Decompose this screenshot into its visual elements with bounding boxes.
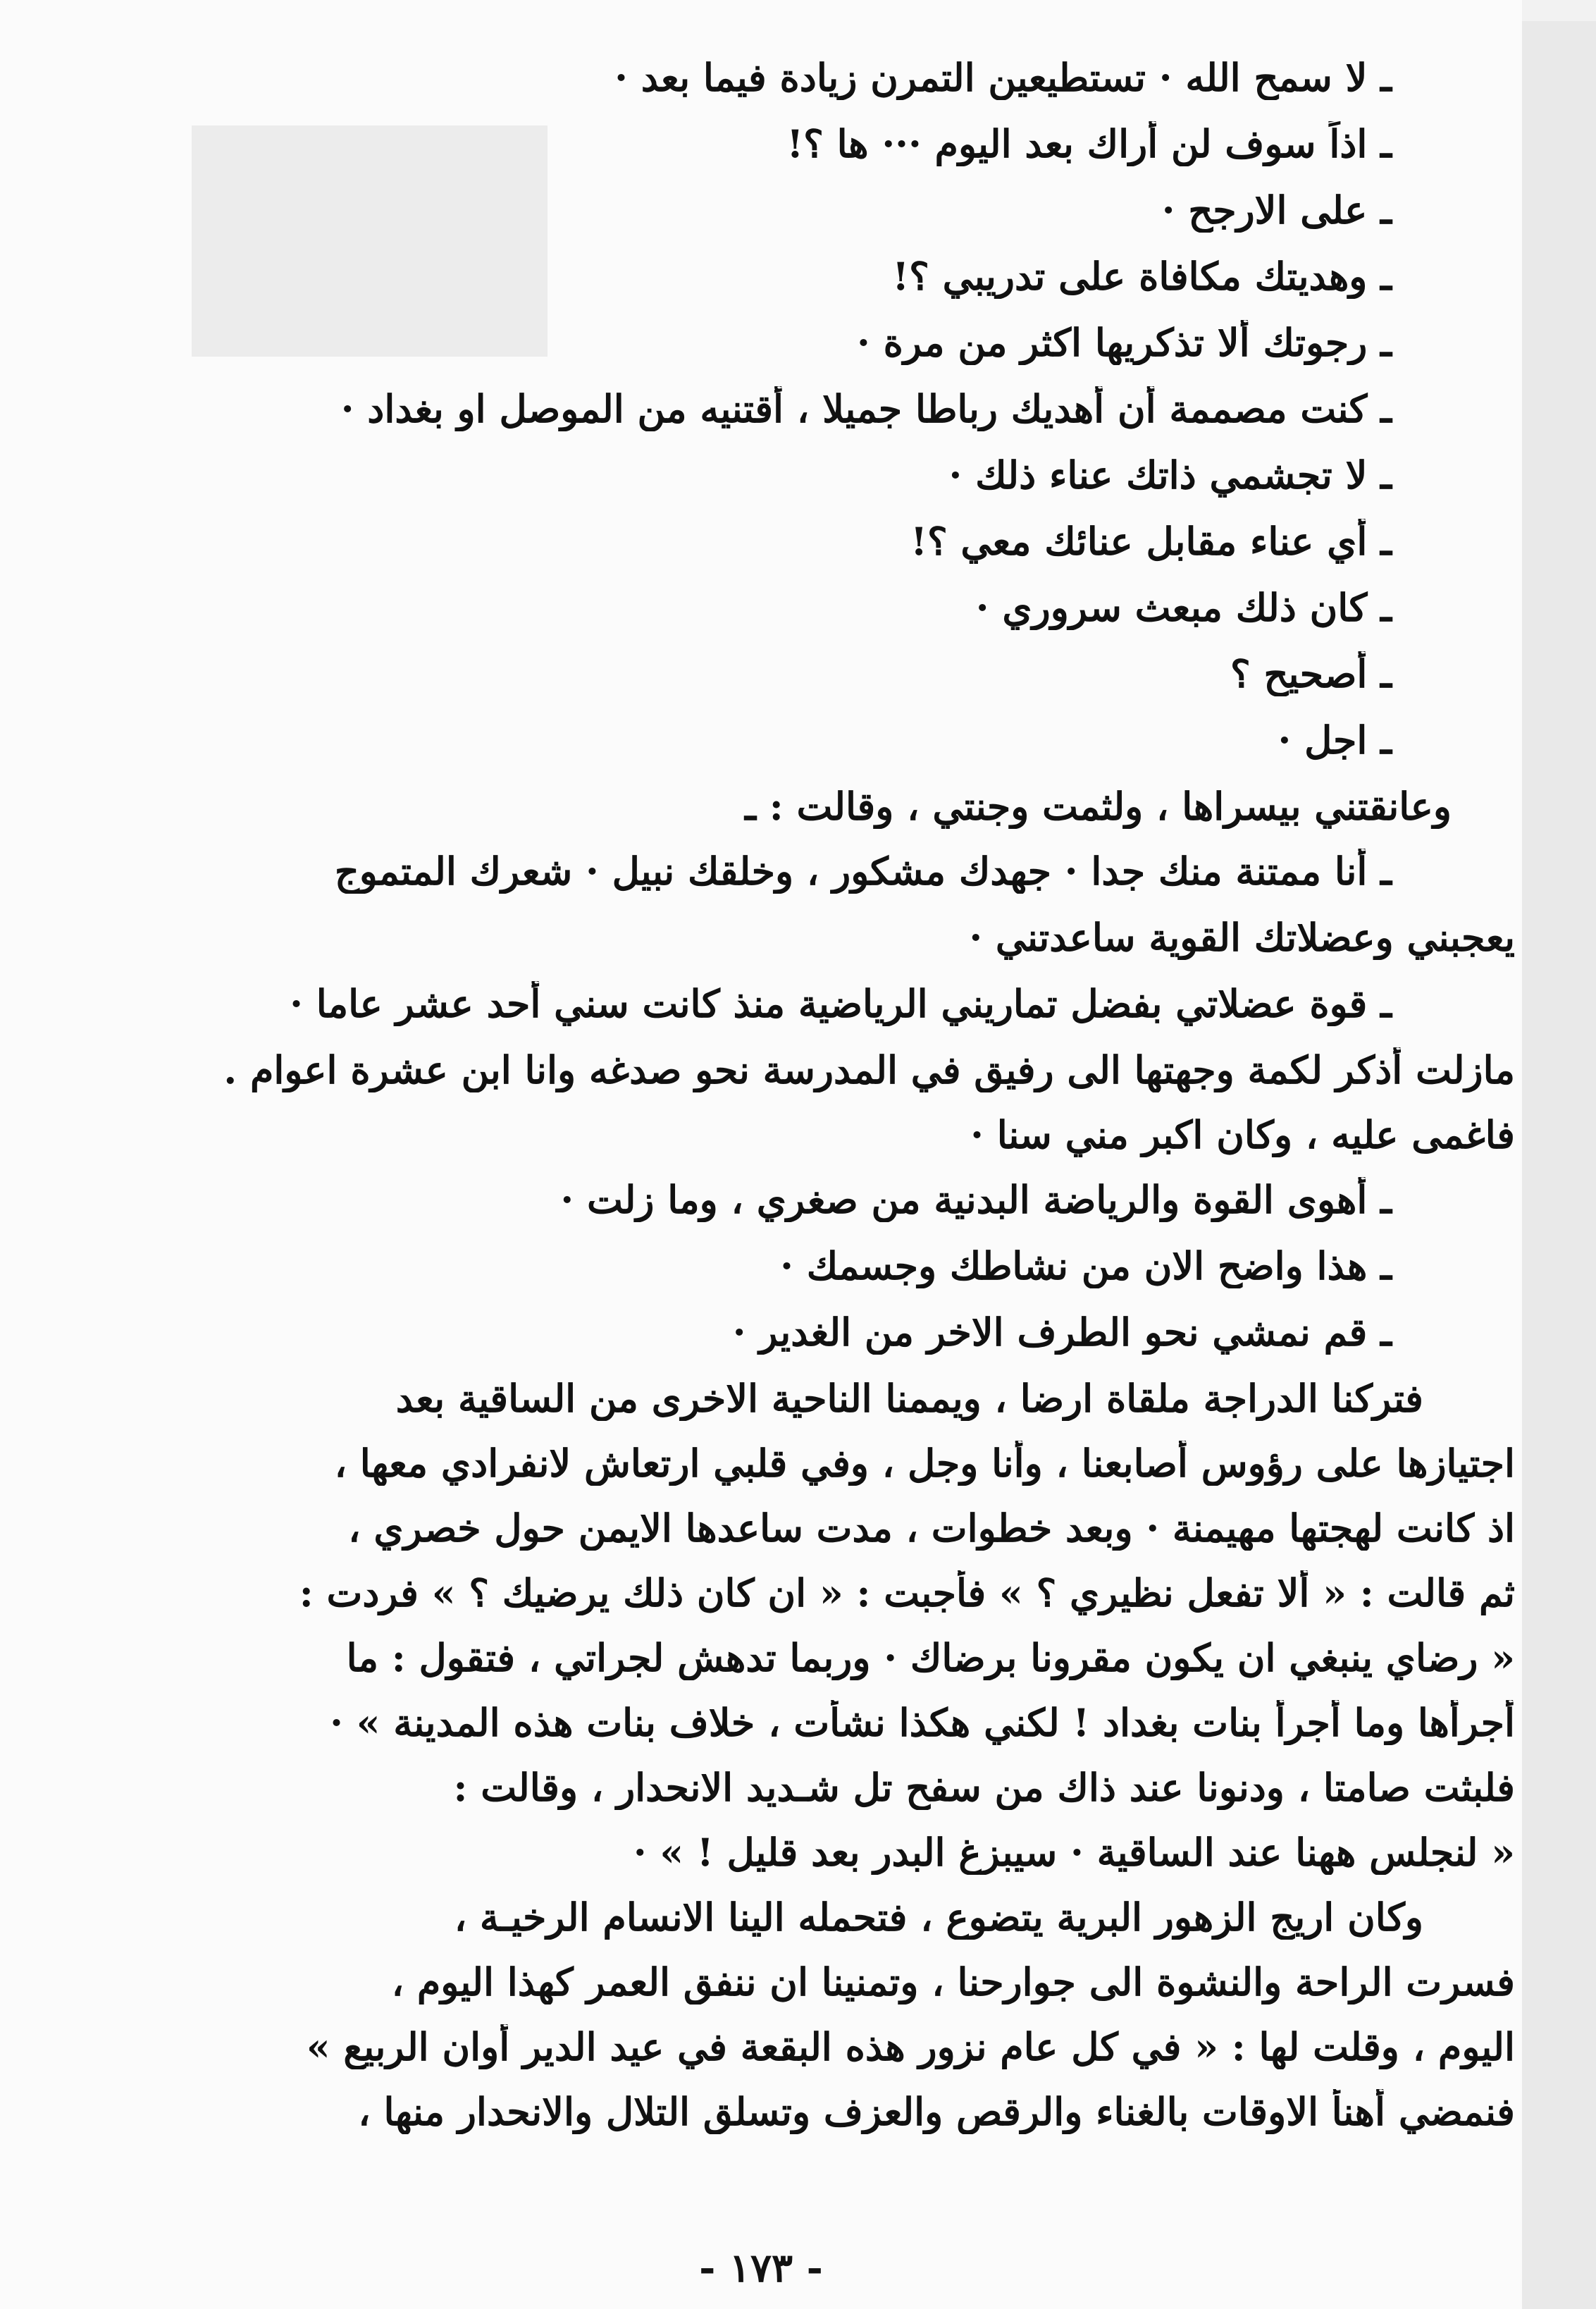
- page-edge: [1522, 21, 1596, 2309]
- text-line: ـ كنت مصممة أن أهديك رباطا جميلا ، أقتنيه من الموصل او بغداد ·: [340, 386, 1392, 431]
- text-line: ـ على الارجح ·: [1161, 187, 1392, 233]
- text-line: فنمضي أهنأ الاوقات بالغناء والرقص والعزف وتسلق التلال والانحدار منها ،: [358, 2089, 1515, 2134]
- text-line: ـ اذاً سوف لن أراك بعد اليوم ··· ها ؟!: [786, 121, 1392, 166]
- text-line: ـ وهديتك مكافاة على تدريبي ؟!: [892, 254, 1392, 299]
- page-text: [92, 55, 1515, 2154]
- text-line: وكان اريج الزهور البرية يتضوع ، فتحمله الينا الانسام الرخيـة ،: [454, 1895, 1423, 1940]
- text-line: ـ قم نمشي نحو الطرف الاخر من الغدير ·: [732, 1310, 1392, 1355]
- text-line: أجرأها وما أجرأ بنات بغداد ! لكني هكذا نشأت ، خلاف بنات هذه المدينة » ·: [330, 1700, 1515, 1745]
- text-line: ـ قوة عضلاتي بفضل تماريني الرياضية منذ كانت سني أحد عشر عاما ·: [290, 981, 1392, 1026]
- text-line: ـ رجوتك ألا تذكريها اكثر من مرة ·: [856, 320, 1392, 365]
- text-line: وعانقتني بيسراها ، ولثمت وجنتي ، وقالت : ـ: [745, 784, 1452, 829]
- page-number: - ١٧٣ -: [699, 2245, 823, 2291]
- text-line: ـ أصحيح ؟: [1230, 651, 1392, 696]
- text-line: ـ اجل ·: [1278, 718, 1392, 763]
- text-line: فسرت الراحة والنشوة الى جوارحنا ، وتمنينا ان ننفق العمر كهذا اليوم ،: [391, 1959, 1515, 2005]
- text-line: فلبثت صامتا ، ودنونا عند ذاك من سفح تل شـديد الانحدار ، وقالت :: [453, 1765, 1515, 1810]
- text-line: يعجبني وعضلاتك القوية ساعدتني ·: [969, 915, 1515, 960]
- text-line: فاغمى عليه ، وكان اكبر مني سنا ·: [970, 1112, 1515, 1157]
- text-line: اجتيازها على رؤوس أصابعنا ، وأنا وجل ، وفي قلبي ارتعاش لانفرادي معها ،: [334, 1441, 1515, 1486]
- text-line: ـ أنا ممتنة منك جدا · جهدك مشكور ، وخلقك نبيل · شعرك المتموج: [334, 849, 1392, 894]
- text-line: فتركنا الدراجة ملقاة ارضا ، ويممنا الناحية الاخرى من الساقية بعد: [395, 1376, 1423, 1421]
- text-line: مازلت أذكر لكمة وجهتها الى رفيق في المدرسة نحو صدغه وانا ابن عشرة اعوام .: [223, 1047, 1515, 1092]
- text-line: ـ لا تجشمي ذاتك عناء ذلك ·: [948, 452, 1392, 498]
- text-line: ـ هذا واضح الان من نشاطك وجسمك ·: [780, 1243, 1392, 1288]
- text-line: ـ كان ذلك مبعث سروري ·: [975, 585, 1392, 630]
- text-line: ثم قالت : « ألا تفعل نظيري ؟ » فأجبت : « ان كان ذلك يرضيك ؟ » فردت :: [299, 1570, 1515, 1615]
- text-line: ـ أهوى القوة والرياضة البدنية من صغري ، وما زلت ·: [560, 1177, 1392, 1222]
- text-line: « رضاي ينبغي ان يكون مقرونا برضاك · وربما تدهش لجراتي ، فتقول : ما: [346, 1635, 1515, 1680]
- text-line: ـ لا سمح الله · تستطيعين التمرن زيادة فيما بعد ·: [614, 55, 1392, 100]
- text-line: ـ أي عناء مقابل عنائك معي ؟!: [910, 519, 1392, 564]
- text-line: اذ كانت لهجتها مهيمنة · وبعد خطوات ، مدت ساعدها الايمن حول خصري ،: [348, 1506, 1515, 1551]
- text-line: اليوم ، وقلت لها : « في كل عام نزور هذه البقعة في عيد الدير أوان الربيع »: [306, 2024, 1515, 2069]
- text-line: « لنجلس ههنا عند الساقية · سيبزغ البدر بعد قليل ! » ·: [633, 1830, 1515, 1875]
